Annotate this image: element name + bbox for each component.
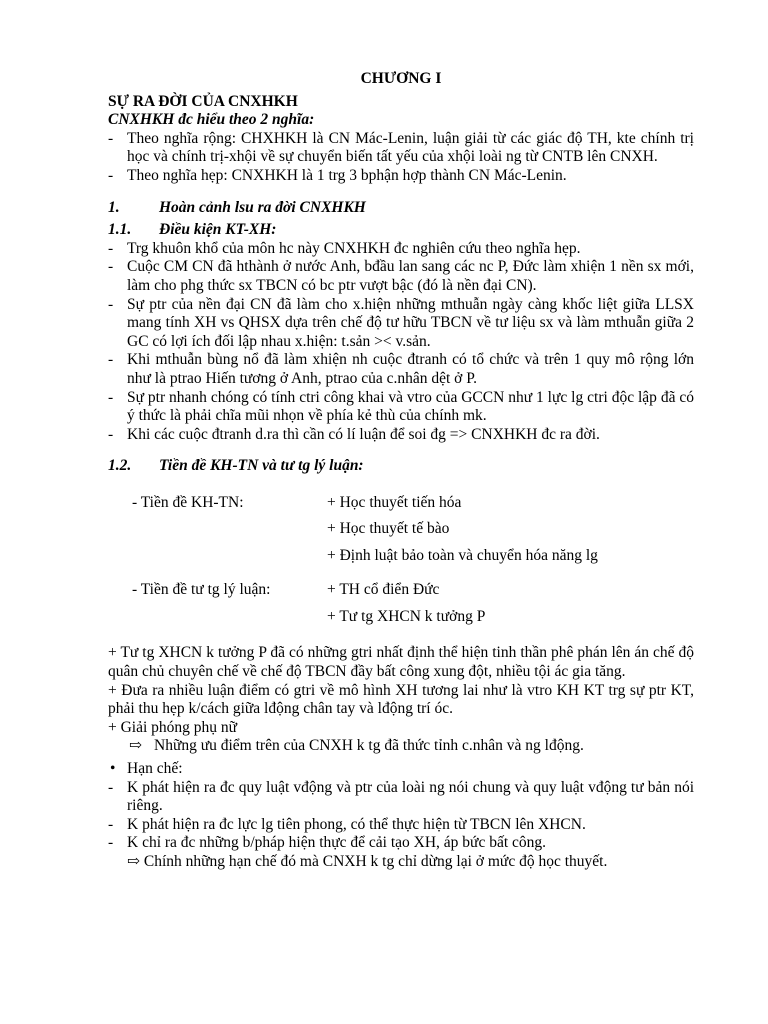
dash-marker: -: [108, 239, 114, 257]
note-paragraph: + Tư tg XHCN k tưởng P đã có những gtri nhất định thể hiện tinh thần phê phán lên án chế độ quân chủ chuyên chế về chế độ TBCN đầy bất công xung đột, nhiều tội ác gia tăng.: [108, 644, 694, 680]
dash-marker: -: [108, 388, 114, 406]
condition-text: Khi các cuộc đtranh d.ra thì cần có lí luận để soi đg => CNXHKH đc ra đời.: [127, 425, 600, 443]
condition-text: Sự ptr của nền đại CN đã làm cho x.hiện những mthuẫn ngày càng khốc liệt giữa LLSX mang tính XH vs QHSX dựa trên chế độ tư hữu TBCN về tư liệu sx và làm mthuẫn giữa 2 GC có lợi ích đối lập nhau x.hiện: t.sản >< v.sản.: [127, 295, 694, 350]
dash-marker: -: [108, 258, 114, 276]
condition-text: Khi mthuẫn bùng nổ đã làm xhiện nh cuộc đtranh có tổ chức và trên 1 quy mô rộng lớn như là ptrao Hiến tương ở Anh, ptrao của c.nhân dệt ở P.: [127, 351, 694, 387]
meaning-text: Theo nghĩa rộng: CHXHKH là CN Mác-Lenin, luận giải từ các giác độ TH, kte chính trị học và chính trị-xhội về sự chuyển biến tất yếu của xhội loài ng từ CNTB lên CNXH.: [127, 129, 694, 166]
section-number: 1.2.: [108, 457, 132, 475]
premise-label: - Tiền đề tư tg lý luận:: [132, 581, 271, 599]
bullet-icon: •: [110, 759, 116, 777]
limit-text: K phát hiện ra đc lực lg tiên phong, có thể thực hiện từ TBCN lên XHCN.: [127, 815, 586, 833]
document-page: [108, 70, 694, 872]
dash-marker: -: [108, 295, 114, 313]
arrow-icon: ⇨: [129, 737, 142, 755]
note-paragraph: + Đưa ra nhiều luận điểm có gtri về mô hình XH tương lai như là vtro KH KT trg sự ptr KT, phải thu hẹp k/cách giữa lđộng chân tay và lđộng trí óc.: [108, 681, 694, 718]
list-item-condition: [108, 296, 694, 352]
premise-row: [108, 490, 694, 517]
dash-marker: -: [108, 351, 114, 369]
chapter-heading: CHƯƠNG I: [360, 70, 442, 87]
premise-item: + TH cổ điển Đức: [327, 581, 440, 599]
premise-row: [108, 604, 694, 631]
definition-subtitle: CNXHKH đc hiểu theo 2 nghĩa:: [108, 111, 315, 129]
list-item-limit: [108, 816, 694, 835]
premise-row: [108, 543, 694, 570]
premise-item: + Tư tg XHCN k tưởng P: [327, 607, 486, 625]
premise-item: + Định luật bảo toàn và chuyển hóa năng lg: [327, 546, 598, 564]
condition-text: Trg khuôn khổ của môn hc này CNXHKH đc nghiên cứu theo nghĩa hẹp.: [127, 239, 581, 257]
section-title: Tiền đề KH-TN và tư tg lý luận:: [159, 457, 364, 475]
arrow-icon: ⇨: [127, 852, 140, 870]
list-item-condition: [108, 389, 694, 426]
premise-row: [108, 577, 694, 604]
dash-marker: -: [108, 834, 114, 852]
list-item-meaning: [108, 167, 694, 186]
section-heading-1: [108, 199, 694, 218]
list-item-limit: [108, 779, 694, 816]
dash-marker: -: [108, 166, 114, 184]
section-heading-1-1: [108, 221, 694, 240]
premise-row: [108, 516, 694, 543]
note-paragraph: + Giải phóng phụ nữ: [108, 718, 238, 736]
dash-marker: -: [108, 425, 114, 443]
list-item-meaning: [108, 130, 694, 167]
section-number: 1.: [108, 198, 120, 216]
section-title: Điều kiện KT-XH:: [159, 221, 277, 239]
dash-marker: -: [108, 778, 114, 796]
premise-item: + Học thuyết tiến hóa: [327, 493, 462, 511]
limits-heading: [108, 760, 694, 779]
condition-text: Cuộc CM CN đã hthành ở nước Anh, bđầu lan sang các nc P, Đức làm xhiện 1 nền sx mới, làm cho phg thức sx TBCN có bc ptr vượt bậc (đó là nền đại CN).: [127, 258, 694, 294]
list-item-condition: [108, 240, 694, 259]
list-item-limit: [108, 834, 694, 853]
list-item-condition: [108, 258, 694, 295]
limit-text: K chỉ ra đc những b/pháp hiện thực để cải tạo XH, áp bức bất công.: [127, 834, 547, 852]
limit-text: K phát hiện ra đc quy luật vđộng và ptr của loài ng nói chung và quy luật vđộng tư bản nói riêng.: [127, 778, 694, 815]
premise-label: - Tiền đề KH-TN:: [132, 493, 244, 511]
meaning-text: Theo nghĩa hẹp: CNXHKH là 1 trg 3 bphận hợp thành CN Mác-Lenin.: [127, 166, 567, 184]
conclusion-text: Chính những hạn chế đó mà CNXH k tg chỉ dừng lại ở mức độ học thuyết.: [143, 852, 608, 870]
list-item-condition: [108, 351, 694, 388]
dash-marker: -: [108, 815, 114, 833]
conclusion-line: [108, 853, 694, 872]
section-number: 1.1.: [108, 221, 132, 239]
limits-label: Hạn chế:: [127, 759, 183, 777]
chapter-title: SỰ RA ĐỜI CỦA CNXHKH: [108, 92, 298, 110]
conclusion-line: [108, 737, 694, 756]
list-item-condition: [108, 426, 694, 445]
conclusion-text: Những ưu điểm trên của CNXH k tg đã thức tỉnh c.nhân và ng lđộng.: [154, 737, 584, 755]
section-heading-1-2: [108, 457, 694, 476]
section-title: Hoàn cảnh lsu ra đời CNXHKH: [159, 198, 366, 216]
dash-marker: -: [108, 129, 114, 147]
condition-text: Sự ptr nhanh chóng có tính ctri công khai và vtro của GCCN như 1 lực lg ctri độc lập đã có ý thức là phải chĩa mũi nhọn về phía kẻ thù của chính mk.: [127, 388, 694, 425]
premise-item: + Học thuyết tế bào: [327, 520, 450, 538]
